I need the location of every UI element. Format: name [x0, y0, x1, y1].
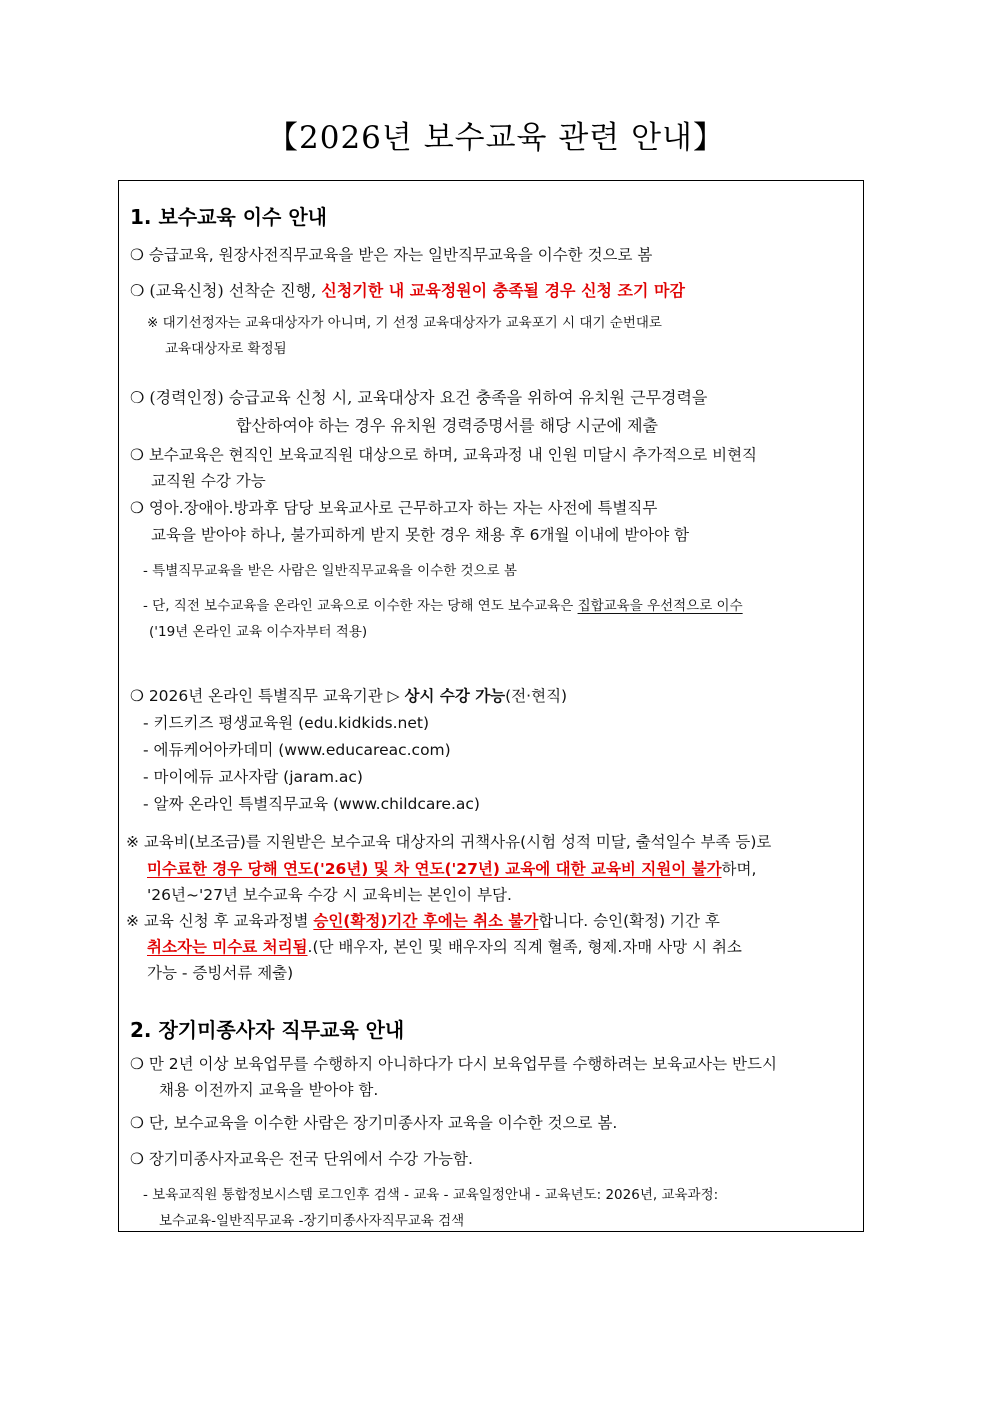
- s1-item-3-line-1: ❍ (경력인정) 승급교육 신청 시, 교육대상자 요건 충족을 위하여 유치원 근무경력을: [130, 388, 708, 407]
- s1-note-fee-line-3: '26년~'27년 보수교육 수강 시 교육비는 본인이 부담.: [147, 886, 512, 904]
- s2-path-line-1: - 보육교직원 통합정보시스템 로그인후 검색 - 교육 - 교육일정안내 - 교육년도: 2026년, 교육과정:: [143, 1187, 719, 1203]
- s1-detail-2-note: ('19년 온라인 교육 이수자부터 적용): [149, 624, 368, 640]
- s1-note-cancel-line-3: 가능 - 증빙서류 제출): [147, 964, 294, 982]
- s1-note-fee-line-1: ※ 교육비(보조금)를 지원받은 보수교육 대상자의 귀책사유(시험 성적 미달, 출석일수 부족 등)로: [126, 833, 772, 851]
- s1-note-cancel-warning-2: 취소자는 미수료 처리됨: [147, 938, 308, 956]
- s1-item-3-line-2: 합산하여야 하는 경우 유치원 경력증명서를 해당 시군에 제출: [236, 416, 659, 435]
- section-2-heading: 2. 장기미종사자 직무교육 안내: [130, 1018, 405, 1042]
- s1-note-cancel-suffix-2: .(단 배우자, 본인 및 배우자의 직계 혈족, 형제.자매 사망 시 취소: [307, 938, 742, 956]
- s1-detail-1: - 특별직무교육을 받은 사람은 일반직무교육을 이수한 것으로 봄: [143, 563, 517, 579]
- s1-note-1: ※ 대기선정자는 교육대상자가 아니며, 기 선정 교육대상자가 교육포기 시 대기 순번대로: [147, 315, 662, 331]
- s1-item-4-line-1: ❍ 보수교육은 현직인 보육교직원 대상으로 하며, 교육과정 내 인원 미달시 추가적으로 비현직: [130, 446, 758, 464]
- s2-item-2: ❍ 단, 보수교육을 이수한 사람은 장기미종사자 교육을 이수한 것으로 봄.: [130, 1114, 618, 1132]
- s1-note-cancel-warning: 승인(확정)기간 후에는 취소 불가: [313, 912, 539, 930]
- s2-item-3: ❍ 장기미종사자교육은 전국 단위에서 수강 가능함.: [130, 1150, 473, 1168]
- s1-item-5-line-2: 교육을 받아야 하나, 불가피하게 받지 못한 경우 채용 후 6개월 이내에 받아야 함: [151, 526, 690, 544]
- institution-item: - 키드키즈 평생교육원 (edu.kidkids.net): [143, 714, 430, 732]
- s2-item-1-line-2: 채용 이전까지 교육을 받아야 함.: [159, 1081, 379, 1099]
- s1-item-4-line-2: 교직원 수강 가능: [151, 472, 266, 490]
- s1-note-fee-line-2: [147, 857, 756, 879]
- s1-item-2-highlight: 신청기한 내 교육정원이 충족될 경우 신청 조기 마감: [321, 281, 685, 300]
- institution-item: - 마이에듀 교사자람 (jaram.ac): [143, 768, 363, 786]
- s1-note-cancel-line-2: [147, 935, 742, 957]
- s1-item-1: ❍ 승급교육, 원장사전직무교육을 받은 자는 일반직무교육을 이수한 것으로 봄: [130, 246, 653, 264]
- institution-item: - 알짜 온라인 특별직무교육 (www.childcare.ac): [143, 795, 480, 813]
- s1-note-cancel-suffix: 합니다. 승인(확정) 기간 후: [538, 912, 720, 930]
- s1-item-2-text: ❍ (교육신청) 선착순 진행,: [130, 281, 322, 300]
- s1-note-cancel-text: ※ 교육 신청 후 교육과정별: [126, 912, 314, 930]
- s1-item-6-suffix: (전·현직): [505, 687, 568, 705]
- s1-item-6-text: ❍ 2026년 온라인 특별직무 교육기관 ▷: [130, 687, 405, 705]
- s1-note-cancel-line-1: [126, 909, 720, 931]
- s1-item-6-bold: 상시 수강 가능: [404, 687, 506, 705]
- institution-item: - 에듀케어아카데미 (www.educareac.com): [143, 741, 451, 759]
- s1-note-fee-suffix: 하며,: [721, 860, 757, 878]
- s1-item-5-line-1: ❍ 영아.장애아.방과후 담당 보육교사로 근무하고자 하는 자는 사전에 특별직무: [130, 499, 658, 517]
- section-1-heading: 1. 보수교육 이수 안내: [130, 205, 327, 229]
- page-title: 【2026년 보수교육 관련 안내】: [267, 120, 725, 156]
- s2-item-1-line-1: ❍ 만 2년 이상 보육업무를 수행하지 아니하다가 다시 보육업무를 수행하려는 보육교사는 반드시: [130, 1055, 777, 1073]
- s1-item-6: [130, 684, 567, 706]
- s1-detail-2-underlined: 집합교육을 우선적으로 이수: [577, 598, 743, 614]
- s1-detail-2-text: - 단, 직전 보수교육을 온라인 교육으로 이수한 자는 당해 연도 보수교육은: [143, 598, 578, 614]
- notice-box: [118, 180, 864, 1232]
- s2-path-line-2: 보수교육-일반직무교육 -장기미종사자직무교육 검색: [159, 1213, 465, 1229]
- s1-detail-2: [143, 594, 743, 614]
- s1-note-2: 교육대상자로 확정됨: [165, 341, 287, 357]
- s1-item-2: [130, 278, 685, 301]
- s1-note-fee-warning: 미수료한 경우 당해 연도('26년) 및 차 연도('27년) 교육에 대한 교육비 지원이 불가: [147, 860, 722, 878]
